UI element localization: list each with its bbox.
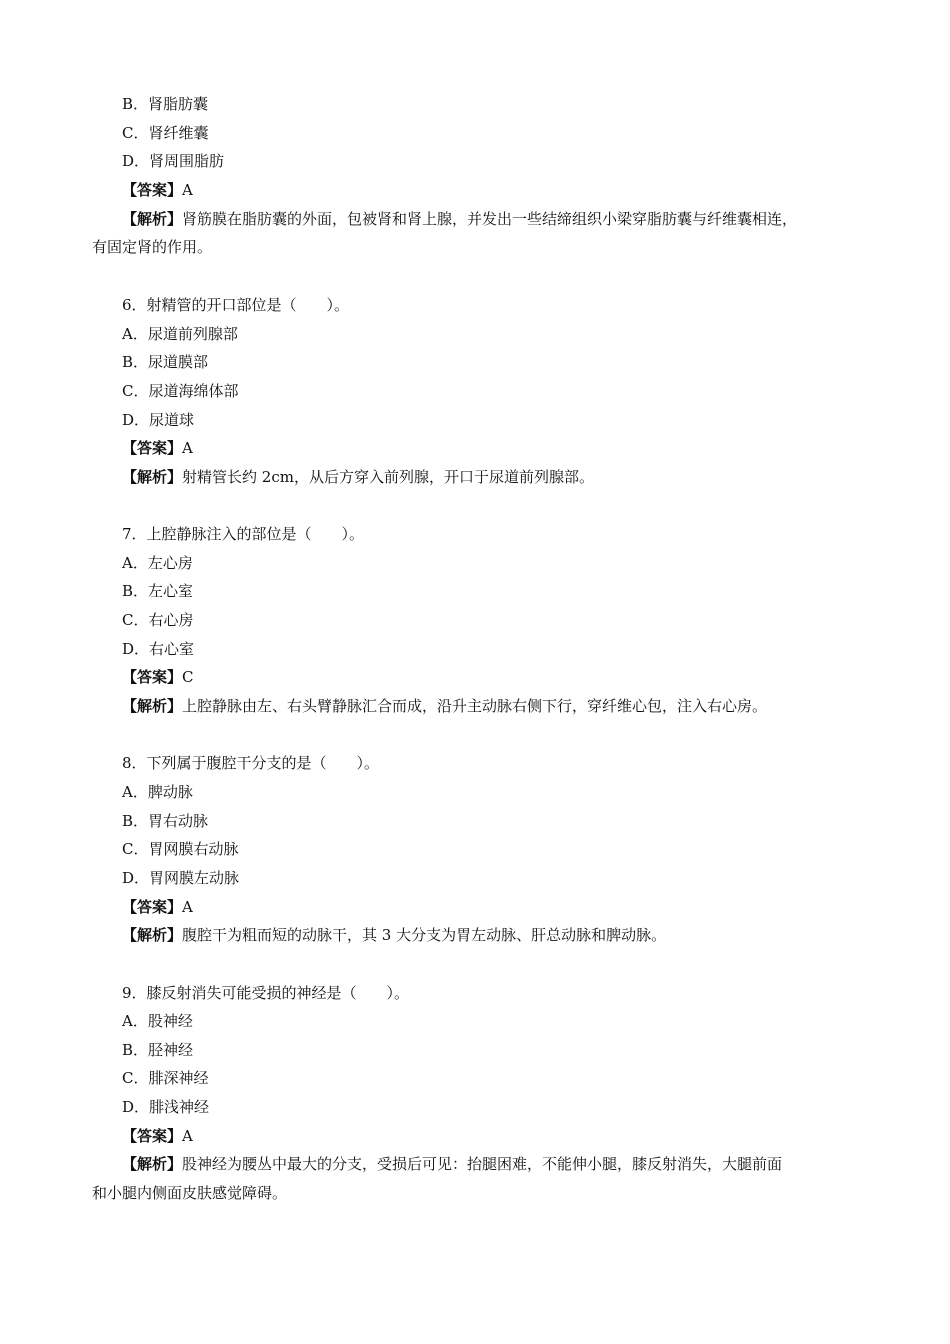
q6-analysis [122,467,594,487]
answer-value: A [182,1127,193,1145]
q7-option-c: C．右心房 [122,611,194,629]
q7-option-d: D．右心室 [122,640,195,658]
analysis-tag: 【解析】 [122,697,183,715]
q6-answer [122,438,193,458]
q9-answer [122,1126,193,1146]
analysis-text: 射精管长约 2cm，从后方穿入前列腺，开口于尿道前列腺部。 [182,468,594,486]
q6-option-c: C．尿道海绵体部 [122,382,239,400]
q8-option-b: B．胃右动脉 [122,812,209,830]
q9-option-a: A．股神经 [122,1012,193,1030]
q6-option-b: B．尿道膜部 [122,353,209,371]
q9-analysis-cont: 和小腿内侧面皮肤感觉障碍。 [92,1184,288,1202]
q9-option-c: C．腓深神经 [122,1069,209,1087]
answer-tag: 【答案】 [122,439,183,457]
analysis-text: 肾筋膜在脂肪囊的外面，包被肾和肾上腺，并发出一些结缔组织小梁穿脂肪囊与纤维囊相连， [182,210,798,228]
q8-question: 8．下列属于腹腔干分支的是（ ）。 [122,754,380,772]
q6-option-d: D．尿道球 [122,411,195,429]
q5-option-b: B．肾脂肪囊 [122,95,209,113]
q5-answer [122,180,193,200]
answer-tag: 【答案】 [122,898,183,916]
answer-value: C [182,668,194,686]
q5-option-d: D．肾周围脂肪 [122,152,225,170]
q9-question: 9．膝反射消失可能受损的神经是（ ）。 [122,984,410,1002]
q5-analysis [122,209,797,229]
analysis-text: 上腔静脉由左、右头臂静脉汇合而成，沿升主动脉右侧下行，穿纤维心包，注入右心房。 [182,697,768,715]
q6-question: 6．射精管的开口部位是（ ）。 [122,296,350,314]
q8-option-a: A．脾动脉 [122,783,193,801]
answer-tag: 【答案】 [122,181,183,199]
q7-analysis [122,696,767,716]
q7-option-a: A．左心房 [122,554,193,572]
analysis-tag: 【解析】 [122,468,183,486]
analysis-text: 股神经为腰丛中最大的分支，受损后可见：抬腿困难，不能伸小腿，膝反射消失，大腿前面 [182,1155,783,1173]
q5-option-c: C．肾纤维囊 [122,124,209,142]
q9-option-b: B．胫神经 [122,1041,194,1059]
q7-option-b: B．左心室 [122,582,194,600]
answer-tag: 【答案】 [122,1127,183,1145]
analysis-tag: 【解析】 [122,1155,183,1173]
q8-option-d: D．胃网膜左动脉 [122,869,240,887]
q8-option-c: C．胃网膜右动脉 [122,840,239,858]
analysis-tag: 【解析】 [122,926,183,944]
q9-analysis [122,1154,782,1174]
answer-value: A [182,439,193,457]
q8-answer [122,897,193,917]
q5-analysis-cont: 有固定肾的作用。 [92,238,213,256]
answer-tag: 【答案】 [122,668,183,686]
q6-option-a: A．尿道前列腺部 [122,325,238,343]
answer-value: A [182,181,193,199]
q9-option-d: D．腓浅神经 [122,1098,210,1116]
analysis-tag: 【解析】 [122,210,183,228]
q7-answer [122,667,194,687]
answer-value: A [182,898,193,916]
q7-question: 7．上腔静脉注入的部位是（ ）。 [122,525,365,543]
analysis-text: 腹腔干为粗而短的动脉干，其 3 大分支为胃左动脉、肝总动脉和脾动脉。 [182,926,667,944]
q8-analysis [122,925,666,945]
